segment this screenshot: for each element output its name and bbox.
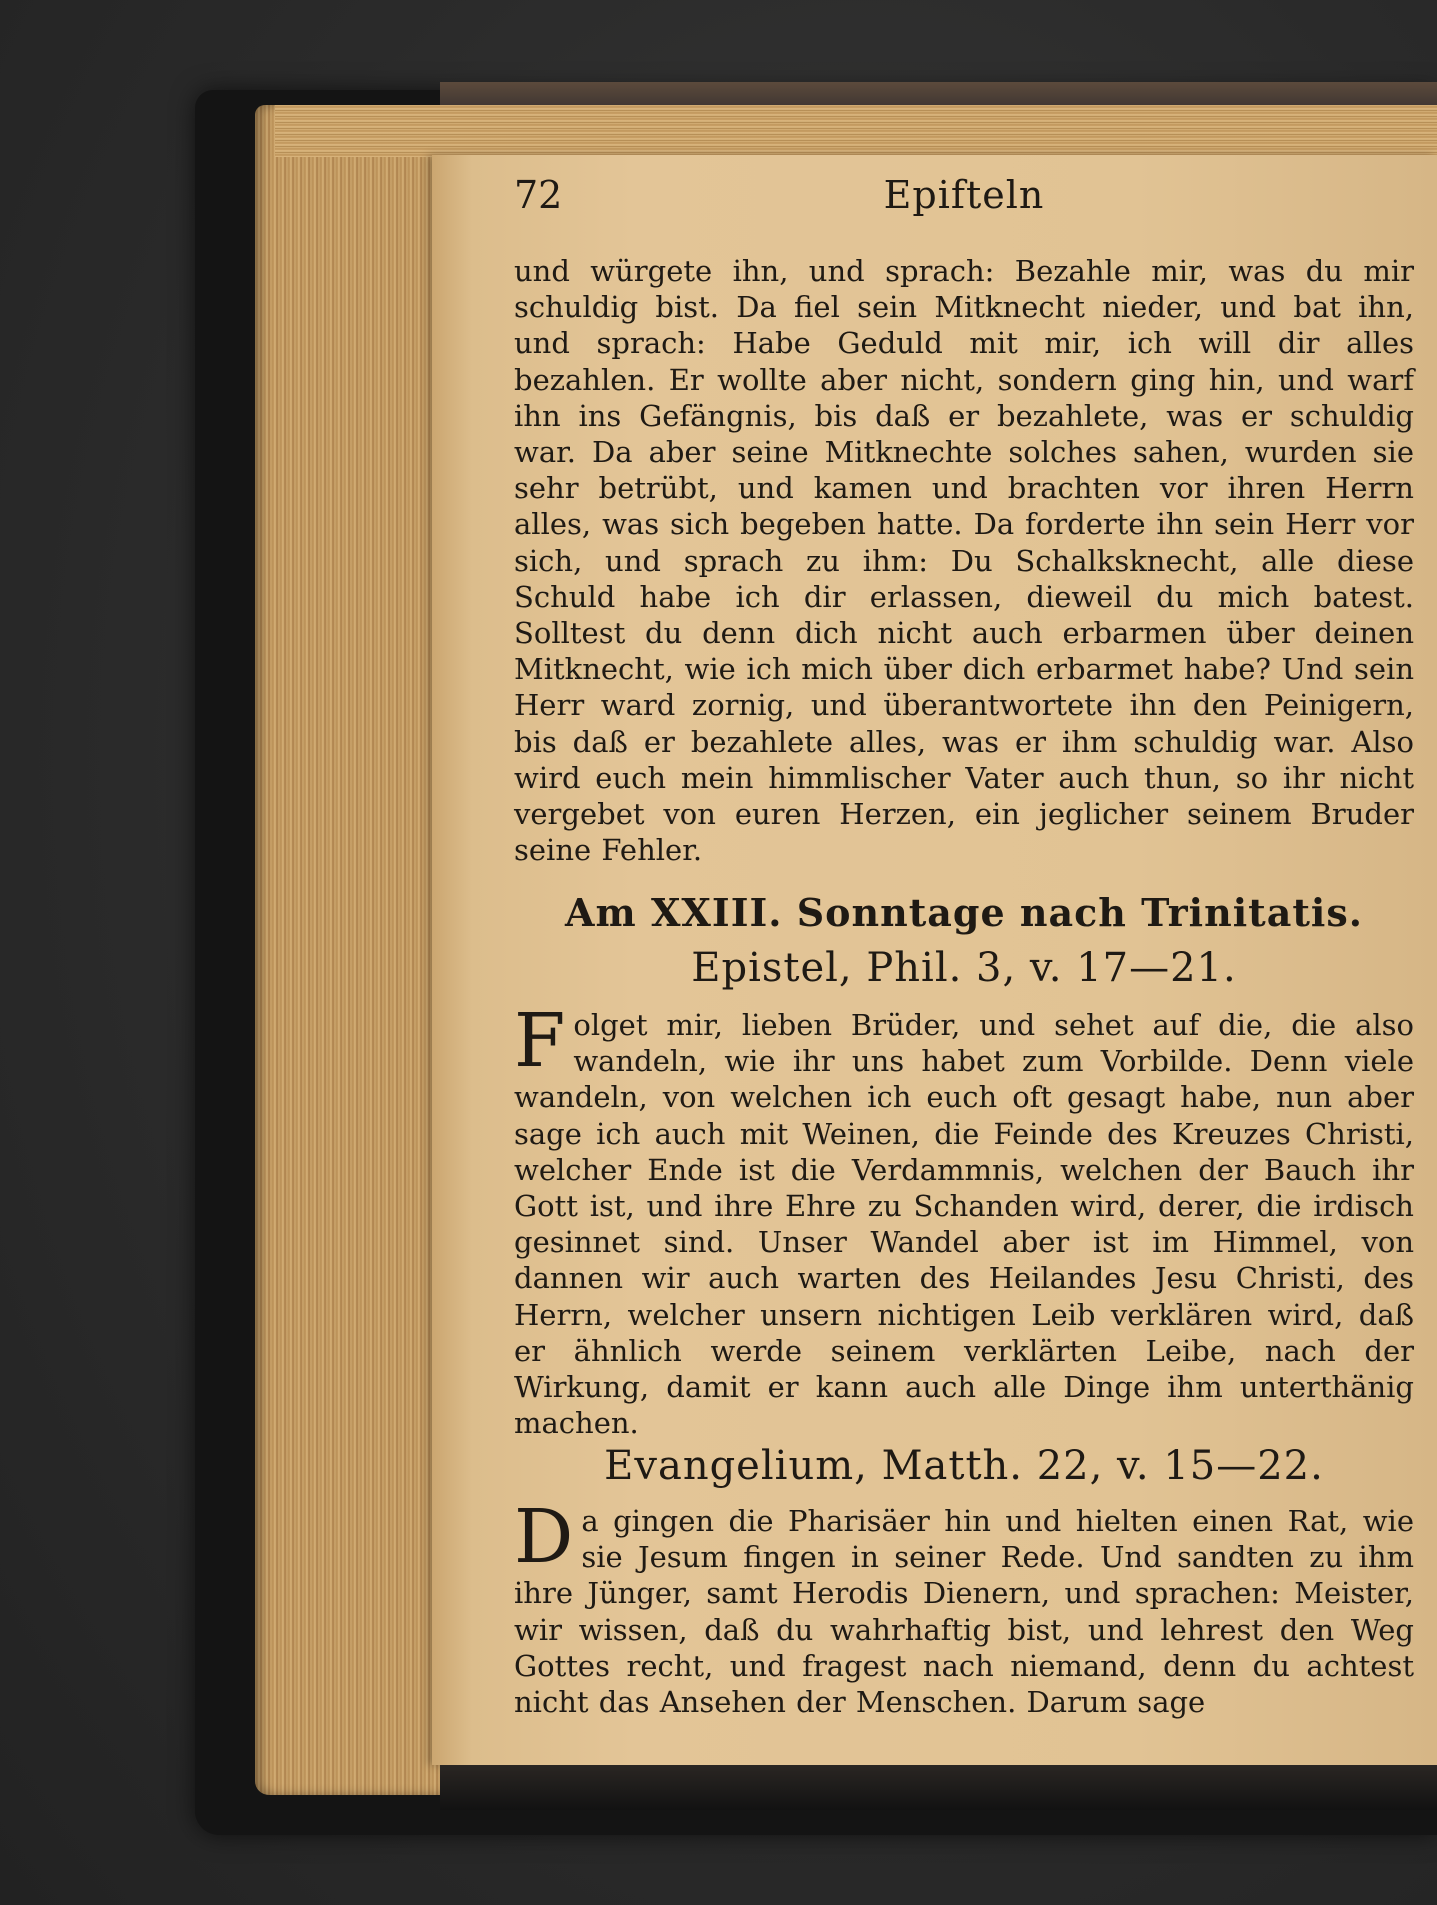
page-header — [514, 173, 1414, 229]
epistle-reference: Epistel, Phil. 3, v. 17—21. — [691, 945, 1237, 991]
epistle-text: olget mir, lieben Brüder, und sehet auf die, die also wandeln, wie ihr uns habet zum Vorbilde. Denn viele wandeln, von welchen ich euch oft gesagt habe, nun aber sage ich auch mit Weinen, die Feinde des Kreuzes Christi, welcher Ende ist die Verdammnis, welchen der Bauch ihr Gott ist, und ihre Ehre zu Schanden wird, derer, die irdisch gesinnet sind. Unser Wandel aber ist im Himmel, von dannen wir auch warten des Heilandes Jesu Christi, des Herrn, welcher unsern nichtigen Leib verklären wird, daß er ähnlich werde seinem verklärten Leibe, nach der Wirkung, damit er kann auch alle Dinge ihm unterthänig machen. — [514, 1008, 1414, 1441]
epistle-text-block — [514, 998, 1414, 1441]
sunday-heading: Am XXIII. Sonntage nach Trinitatis. — [565, 890, 1363, 935]
page-number: 72 — [514, 173, 563, 217]
gospel-dropcap: D — [514, 1494, 574, 1580]
book-bottom-edge — [440, 1765, 1437, 1810]
page-edges — [255, 105, 455, 1795]
gospel-text-block — [514, 1494, 1414, 1720]
running-title: Epifteln — [883, 173, 1045, 217]
book-page — [432, 155, 1437, 1765]
epistle-continuation: und würgete ihn, und sprach: Bezahle mir, was du mir schuldig bist. Da fiel sein Mitknecht nieder, und bat ihn, und sprach: Habe Geduld mit mir, ich will dir alles bezahlen. Er wollte aber nicht, sondern ging hin, und warf ihn ins Gefängnis, bis daß er bezahlete, was er schuldig war. Da aber seine Mitknechte solches sahen, wurden sie sehr betrübt, und kamen und brachten vor ihren Herrn alles, was sich begeben hatte. Da forderte ihn sein Herr vor sich, und sprach zu ihm: Du Schalksknecht, alle diese Schuld habe ich dir erlassen, dieweil du mich batest. Solltest du denn dich nicht auch erbarmen über deinen Mitknecht, wie ich mich über dich erbarmet habe? Und sein Herr ward zornig, und überantwortete ihn den Peinigern, bis daß er bezahlete alles, was er ihm schuldig war. Also wird euch mein himmlischer Vater auch thun, so ihr nicht vergebet von euren Herzen, ein jeglicher seinem Bruder seine Fehler. — [514, 254, 1414, 868]
page-top-edges — [275, 105, 1437, 157]
gospel-text: a gingen die Pharisäer hin und hielten einen Rat, wie sie Jesum fingen in seiner Rede. Und sandten zu ihm ihre Jünger, samt Herodis Dienern, und sprachen: Meister, wir wissen, daß du wahrhaftig bist, und lehrest den Weg Gottes recht, und fragest nach niemand, denn du achtest nicht das Ansehen der Menschen. Darum sage — [514, 1504, 1414, 1720]
gospel-reference: Evangelium, Matth. 22, v. 15—22. — [604, 1443, 1324, 1489]
epistle-dropcap: F — [514, 998, 566, 1084]
